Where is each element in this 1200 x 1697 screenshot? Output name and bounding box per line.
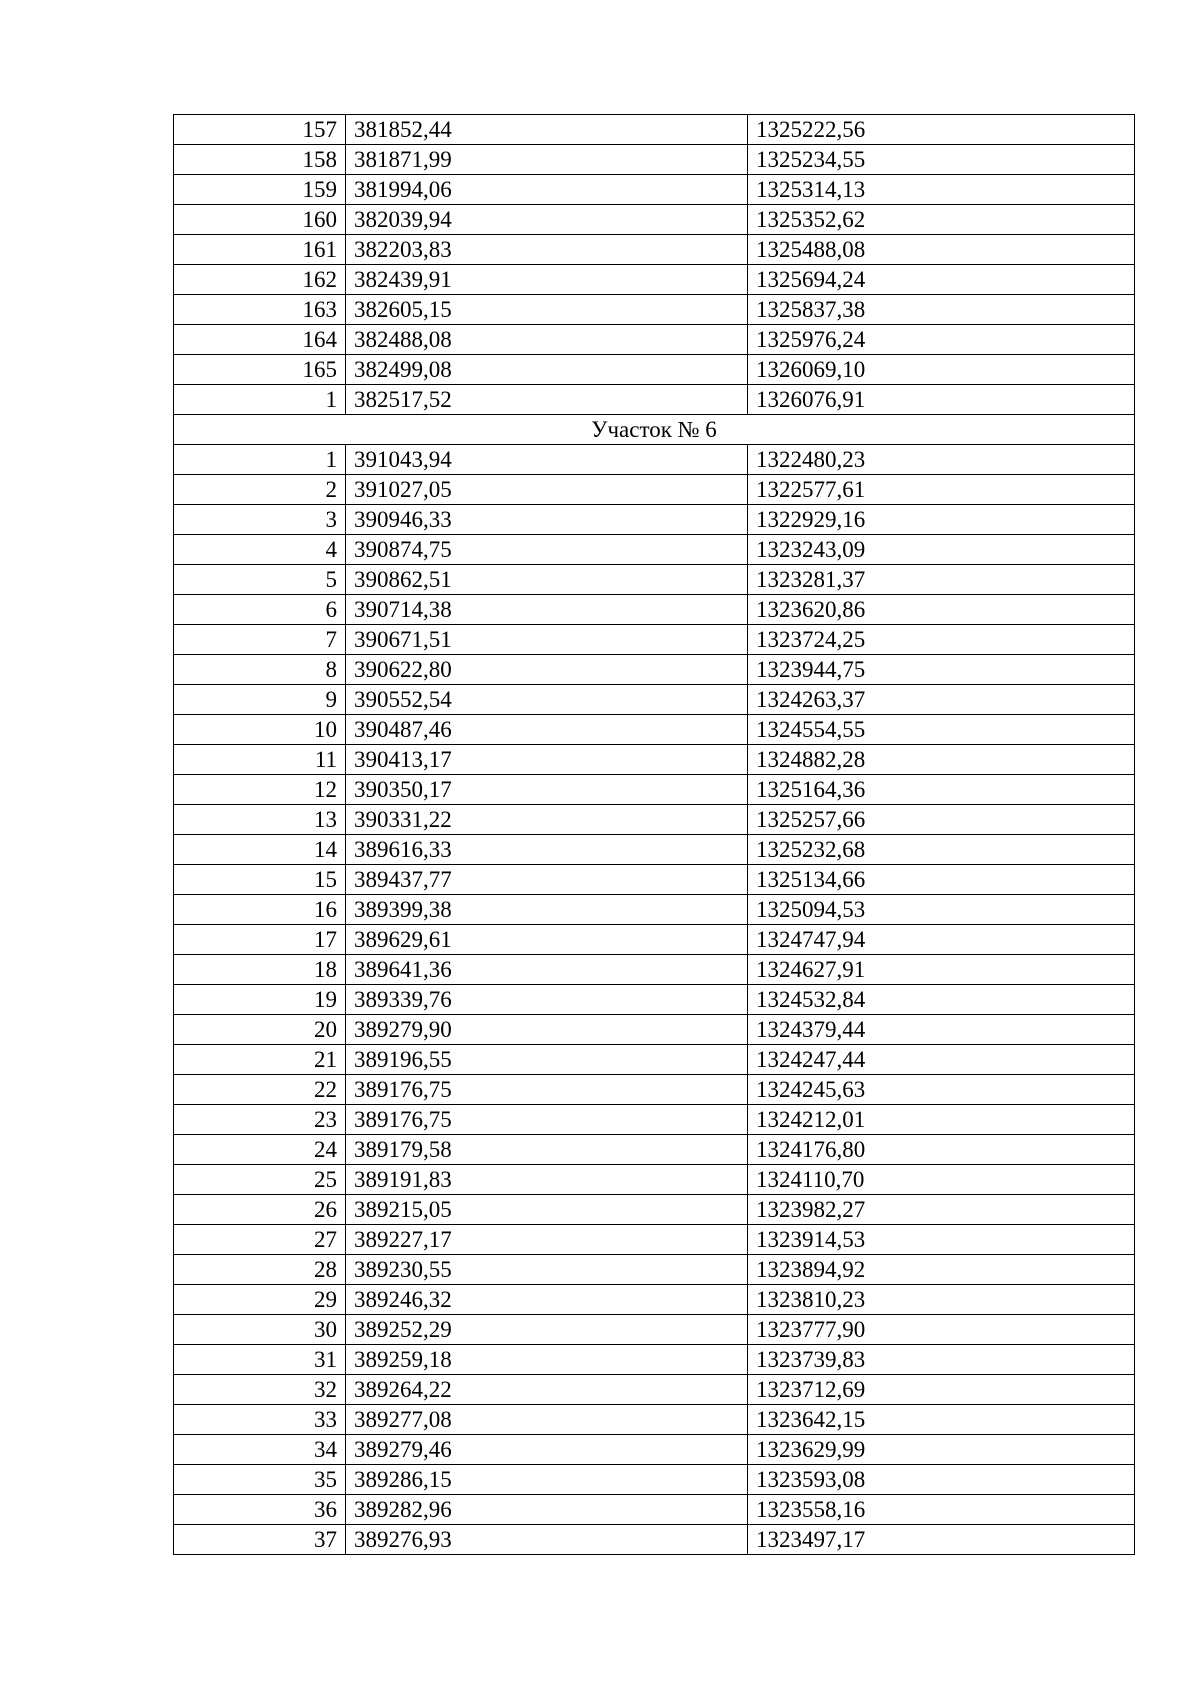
y-coordinate-cell: 1325488,08 xyxy=(748,235,1135,265)
point-number-cell: 160 xyxy=(174,205,346,235)
x-coordinate-cell: 389252,29 xyxy=(346,1315,748,1345)
section-title: Участок № 6 xyxy=(174,415,1135,445)
table-row xyxy=(174,355,1135,385)
x-coordinate-cell: 389176,75 xyxy=(346,1105,748,1135)
point-number-cell: 13 xyxy=(174,805,346,835)
y-coordinate-cell: 1326069,10 xyxy=(748,355,1135,385)
table-row xyxy=(174,715,1135,745)
y-coordinate-cell: 1323281,37 xyxy=(748,565,1135,595)
table-row xyxy=(174,385,1135,415)
table-row xyxy=(174,1465,1135,1495)
x-coordinate-cell: 389279,90 xyxy=(346,1015,748,1045)
point-number-cell: 31 xyxy=(174,1345,346,1375)
point-number-cell: 1 xyxy=(174,445,346,475)
x-coordinate-cell: 389259,18 xyxy=(346,1345,748,1375)
x-coordinate-cell: 382439,91 xyxy=(346,265,748,295)
point-number-cell: 21 xyxy=(174,1045,346,1075)
table-row xyxy=(174,775,1135,805)
table-row xyxy=(174,445,1135,475)
table-row xyxy=(174,475,1135,505)
x-coordinate-cell: 382488,08 xyxy=(346,325,748,355)
point-number-cell: 4 xyxy=(174,535,346,565)
point-number-cell: 165 xyxy=(174,355,346,385)
table-row xyxy=(174,505,1135,535)
y-coordinate-cell: 1325314,13 xyxy=(748,175,1135,205)
point-number-cell: 36 xyxy=(174,1495,346,1525)
y-coordinate-cell: 1324532,84 xyxy=(748,985,1135,1015)
x-coordinate-cell: 391027,05 xyxy=(346,475,748,505)
x-coordinate-cell: 381852,44 xyxy=(346,115,748,145)
point-number-cell: 14 xyxy=(174,835,346,865)
y-coordinate-cell: 1325134,66 xyxy=(748,865,1135,895)
table-row xyxy=(174,925,1135,955)
point-number-cell: 15 xyxy=(174,865,346,895)
y-coordinate-cell: 1325222,56 xyxy=(748,115,1135,145)
x-coordinate-cell: 389399,38 xyxy=(346,895,748,925)
table-row xyxy=(174,205,1135,235)
point-number-cell: 16 xyxy=(174,895,346,925)
point-number-cell: 159 xyxy=(174,175,346,205)
x-coordinate-cell: 389616,33 xyxy=(346,835,748,865)
x-coordinate-cell: 389276,93 xyxy=(346,1525,748,1555)
x-coordinate-cell: 389264,22 xyxy=(346,1375,748,1405)
table-row xyxy=(174,805,1135,835)
x-coordinate-cell: 381871,99 xyxy=(346,145,748,175)
y-coordinate-cell: 1324245,63 xyxy=(748,1075,1135,1105)
point-number-cell: 12 xyxy=(174,775,346,805)
point-number-cell: 158 xyxy=(174,145,346,175)
y-coordinate-cell: 1325257,66 xyxy=(748,805,1135,835)
table-row xyxy=(174,835,1135,865)
table-row xyxy=(174,655,1135,685)
point-number-cell: 28 xyxy=(174,1255,346,1285)
table-row xyxy=(174,745,1135,775)
coordinates-table xyxy=(173,114,1135,1555)
table-row xyxy=(174,1285,1135,1315)
point-number-cell: 1 xyxy=(174,385,346,415)
y-coordinate-cell: 1322577,61 xyxy=(748,475,1135,505)
table-row xyxy=(174,115,1135,145)
point-number-cell: 20 xyxy=(174,1015,346,1045)
y-coordinate-cell: 1326076,91 xyxy=(748,385,1135,415)
y-coordinate-cell: 1323982,27 xyxy=(748,1195,1135,1225)
x-coordinate-cell: 389176,75 xyxy=(346,1075,748,1105)
x-coordinate-cell: 390413,17 xyxy=(346,745,748,775)
point-number-cell: 7 xyxy=(174,625,346,655)
table-row xyxy=(174,1045,1135,1075)
y-coordinate-cell: 1323593,08 xyxy=(748,1465,1135,1495)
y-coordinate-cell: 1325694,24 xyxy=(748,265,1135,295)
x-coordinate-cell: 389277,08 xyxy=(346,1405,748,1435)
point-number-cell: 37 xyxy=(174,1525,346,1555)
x-coordinate-cell: 382499,08 xyxy=(346,355,748,385)
point-number-cell: 29 xyxy=(174,1285,346,1315)
table-row xyxy=(174,985,1135,1015)
x-coordinate-cell: 390331,22 xyxy=(346,805,748,835)
x-coordinate-cell: 389246,32 xyxy=(346,1285,748,1315)
x-coordinate-cell: 391043,94 xyxy=(346,445,748,475)
coordinates-table-body xyxy=(174,115,1135,1555)
x-coordinate-cell: 390714,38 xyxy=(346,595,748,625)
y-coordinate-cell: 1323739,83 xyxy=(748,1345,1135,1375)
y-coordinate-cell: 1324176,80 xyxy=(748,1135,1135,1165)
x-coordinate-cell: 390862,51 xyxy=(346,565,748,595)
y-coordinate-cell: 1324263,37 xyxy=(748,685,1135,715)
table-row xyxy=(174,145,1135,175)
x-coordinate-cell: 389286,15 xyxy=(346,1465,748,1495)
point-number-cell: 164 xyxy=(174,325,346,355)
y-coordinate-cell: 1324747,94 xyxy=(748,925,1135,955)
y-coordinate-cell: 1323243,09 xyxy=(748,535,1135,565)
point-number-cell: 8 xyxy=(174,655,346,685)
table-row xyxy=(174,1105,1135,1135)
x-coordinate-cell: 389339,76 xyxy=(346,985,748,1015)
x-coordinate-cell: 389230,55 xyxy=(346,1255,748,1285)
table-row xyxy=(174,535,1135,565)
table-row xyxy=(174,1015,1135,1045)
table-row xyxy=(174,955,1135,985)
x-coordinate-cell: 389279,46 xyxy=(346,1435,748,1465)
x-coordinate-cell: 389282,96 xyxy=(346,1495,748,1525)
y-coordinate-cell: 1323894,92 xyxy=(748,1255,1135,1285)
table-row xyxy=(174,1345,1135,1375)
x-coordinate-cell: 382517,52 xyxy=(346,385,748,415)
x-coordinate-cell: 382605,15 xyxy=(346,295,748,325)
x-coordinate-cell: 390671,51 xyxy=(346,625,748,655)
point-number-cell: 35 xyxy=(174,1465,346,1495)
point-number-cell: 6 xyxy=(174,595,346,625)
y-coordinate-cell: 1323558,16 xyxy=(748,1495,1135,1525)
y-coordinate-cell: 1325164,36 xyxy=(748,775,1135,805)
point-number-cell: 22 xyxy=(174,1075,346,1105)
section-header-row xyxy=(174,415,1135,445)
table-row xyxy=(174,1315,1135,1345)
point-number-cell: 161 xyxy=(174,235,346,265)
x-coordinate-cell: 389629,61 xyxy=(346,925,748,955)
table-row xyxy=(174,325,1135,355)
table-row xyxy=(174,265,1135,295)
y-coordinate-cell: 1323620,86 xyxy=(748,595,1135,625)
point-number-cell: 32 xyxy=(174,1375,346,1405)
x-coordinate-cell: 389437,77 xyxy=(346,865,748,895)
point-number-cell: 11 xyxy=(174,745,346,775)
y-coordinate-cell: 1323724,25 xyxy=(748,625,1135,655)
x-coordinate-cell: 381994,06 xyxy=(346,175,748,205)
y-coordinate-cell: 1322480,23 xyxy=(748,445,1135,475)
y-coordinate-cell: 1325976,24 xyxy=(748,325,1135,355)
y-coordinate-cell: 1324212,01 xyxy=(748,1105,1135,1135)
table-row xyxy=(174,1195,1135,1225)
table-row xyxy=(174,1495,1135,1525)
point-number-cell: 26 xyxy=(174,1195,346,1225)
table-row xyxy=(174,865,1135,895)
point-number-cell: 27 xyxy=(174,1225,346,1255)
y-coordinate-cell: 1324554,55 xyxy=(748,715,1135,745)
y-coordinate-cell: 1322929,16 xyxy=(748,505,1135,535)
point-number-cell: 162 xyxy=(174,265,346,295)
table-row xyxy=(174,1165,1135,1195)
x-coordinate-cell: 390552,54 xyxy=(346,685,748,715)
point-number-cell: 23 xyxy=(174,1105,346,1135)
table-row xyxy=(174,685,1135,715)
x-coordinate-cell: 389227,17 xyxy=(346,1225,748,1255)
y-coordinate-cell: 1325094,53 xyxy=(748,895,1135,925)
point-number-cell: 34 xyxy=(174,1435,346,1465)
point-number-cell: 24 xyxy=(174,1135,346,1165)
x-coordinate-cell: 390622,80 xyxy=(346,655,748,685)
x-coordinate-cell: 390946,33 xyxy=(346,505,748,535)
y-coordinate-cell: 1325837,38 xyxy=(748,295,1135,325)
y-coordinate-cell: 1323944,75 xyxy=(748,655,1135,685)
table-row xyxy=(174,1435,1135,1465)
table-row xyxy=(174,1075,1135,1105)
y-coordinate-cell: 1325232,68 xyxy=(748,835,1135,865)
point-number-cell: 19 xyxy=(174,985,346,1015)
y-coordinate-cell: 1324882,28 xyxy=(748,745,1135,775)
table-row xyxy=(174,295,1135,325)
y-coordinate-cell: 1325352,62 xyxy=(748,205,1135,235)
point-number-cell: 30 xyxy=(174,1315,346,1345)
y-coordinate-cell: 1324247,44 xyxy=(748,1045,1135,1075)
x-coordinate-cell: 390874,75 xyxy=(346,535,748,565)
point-number-cell: 157 xyxy=(174,115,346,145)
table-row xyxy=(174,565,1135,595)
y-coordinate-cell: 1323497,17 xyxy=(748,1525,1135,1555)
table-row xyxy=(174,1405,1135,1435)
y-coordinate-cell: 1324627,91 xyxy=(748,955,1135,985)
y-coordinate-cell: 1325234,55 xyxy=(748,145,1135,175)
point-number-cell: 5 xyxy=(174,565,346,595)
y-coordinate-cell: 1324110,70 xyxy=(748,1165,1135,1195)
y-coordinate-cell: 1324379,44 xyxy=(748,1015,1135,1045)
table-row xyxy=(174,1225,1135,1255)
x-coordinate-cell: 389179,58 xyxy=(346,1135,748,1165)
point-number-cell: 2 xyxy=(174,475,346,505)
point-number-cell: 163 xyxy=(174,295,346,325)
y-coordinate-cell: 1323629,99 xyxy=(748,1435,1135,1465)
x-coordinate-cell: 389191,83 xyxy=(346,1165,748,1195)
table-row xyxy=(174,1525,1135,1555)
point-number-cell: 3 xyxy=(174,505,346,535)
point-number-cell: 18 xyxy=(174,955,346,985)
x-coordinate-cell: 389641,36 xyxy=(346,955,748,985)
y-coordinate-cell: 1323810,23 xyxy=(748,1285,1135,1315)
x-coordinate-cell: 389215,05 xyxy=(346,1195,748,1225)
point-number-cell: 17 xyxy=(174,925,346,955)
table-row xyxy=(174,895,1135,925)
x-coordinate-cell: 390487,46 xyxy=(346,715,748,745)
table-row xyxy=(174,625,1135,655)
table-row xyxy=(174,1255,1135,1285)
point-number-cell: 9 xyxy=(174,685,346,715)
y-coordinate-cell: 1323914,53 xyxy=(748,1225,1135,1255)
point-number-cell: 10 xyxy=(174,715,346,745)
y-coordinate-cell: 1323642,15 xyxy=(748,1405,1135,1435)
table-row xyxy=(174,175,1135,205)
y-coordinate-cell: 1323777,90 xyxy=(748,1315,1135,1345)
table-row xyxy=(174,595,1135,625)
y-coordinate-cell: 1323712,69 xyxy=(748,1375,1135,1405)
point-number-cell: 33 xyxy=(174,1405,346,1435)
x-coordinate-cell: 389196,55 xyxy=(346,1045,748,1075)
point-number-cell: 25 xyxy=(174,1165,346,1195)
x-coordinate-cell: 382039,94 xyxy=(346,205,748,235)
table-row xyxy=(174,1375,1135,1405)
x-coordinate-cell: 390350,17 xyxy=(346,775,748,805)
x-coordinate-cell: 382203,83 xyxy=(346,235,748,265)
table-row xyxy=(174,1135,1135,1165)
table-row xyxy=(174,235,1135,265)
